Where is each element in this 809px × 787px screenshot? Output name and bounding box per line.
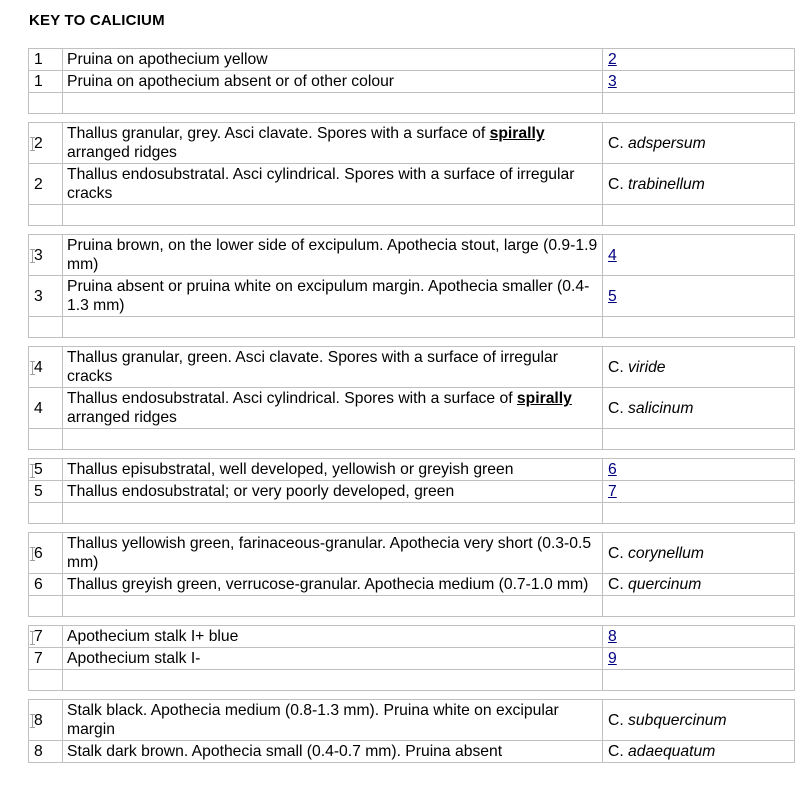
emphasized-term: spirally xyxy=(489,125,545,142)
key-row xyxy=(29,123,795,164)
page-title: KEY TO CALICIUM xyxy=(29,12,165,29)
result-cell xyxy=(603,459,795,481)
description-text: Thallus yellowish green, farinaceous-granular. Apothecia very short (0.3-0.5 mm) xyxy=(67,535,592,571)
result-cell xyxy=(603,648,795,670)
separator-row xyxy=(29,429,795,450)
species-epithet: adaequatum xyxy=(628,743,716,760)
separator-row xyxy=(29,670,795,691)
bookmark-icon xyxy=(30,361,35,375)
goto-couplet-2-link[interactable]: 2 xyxy=(608,51,617,68)
description-cell xyxy=(63,123,603,164)
couplet-number-cell xyxy=(29,741,63,763)
bookmark-icon xyxy=(30,464,35,478)
bookmark-icon xyxy=(30,547,35,561)
species-epithet: quercinum xyxy=(628,576,702,593)
result-cell xyxy=(603,626,795,648)
empty-cell xyxy=(29,596,63,617)
species-genus-abbrev: C. xyxy=(608,576,624,593)
description-text: Thallus granular, grey. Asci clavate. Spores with a surface of xyxy=(67,125,490,142)
key-row xyxy=(29,235,795,276)
result-cell xyxy=(603,574,795,596)
result-cell xyxy=(603,481,795,503)
couplet-number-cell xyxy=(29,481,63,503)
couplet-number: 4 xyxy=(34,358,43,376)
result-cell xyxy=(603,276,795,317)
bookmark-icon xyxy=(30,137,35,151)
description-cell xyxy=(63,459,603,481)
description-cell xyxy=(63,276,603,317)
couplet-number: 2 xyxy=(34,175,43,193)
empty-cell xyxy=(63,93,603,114)
key-section-3 xyxy=(28,234,795,338)
species-epithet: viride xyxy=(628,358,666,376)
key-section-1 xyxy=(28,48,795,114)
description-cell xyxy=(63,164,603,205)
result-cell xyxy=(603,71,795,93)
description-cell xyxy=(63,626,603,648)
couplet-number-cell xyxy=(29,123,63,164)
species-epithet: subquercinum xyxy=(628,711,727,729)
key-sections xyxy=(28,48,795,763)
description-cell xyxy=(63,574,603,596)
result-cell xyxy=(603,123,795,164)
couplet-number: 1 xyxy=(34,73,43,90)
description-text: arranged ridges xyxy=(67,144,177,161)
empty-cell xyxy=(603,429,795,450)
description-text: Thallus endosubstratal. Asci cylindrical. Spores with a surface of irregular cracks xyxy=(67,166,575,202)
couplet-number: 1 xyxy=(34,51,43,68)
goto-couplet-7-link[interactable]: 7 xyxy=(608,483,617,500)
empty-cell xyxy=(29,503,63,524)
empty-cell xyxy=(603,205,795,226)
goto-couplet-4-link[interactable]: 4 xyxy=(608,246,617,264)
result-cell xyxy=(603,164,795,205)
empty-cell xyxy=(29,429,63,450)
species-epithet: trabinellum xyxy=(628,175,705,193)
empty-cell xyxy=(63,429,603,450)
key-row xyxy=(29,741,795,763)
separator-row xyxy=(29,205,795,226)
empty-cell xyxy=(63,670,603,691)
description-cell xyxy=(63,533,603,574)
couplet-number: 2 xyxy=(34,134,43,152)
description-text: Thallus endosubstratal; or very poorly developed, green xyxy=(67,483,455,500)
species-genus-abbrev: C. xyxy=(608,175,624,193)
goto-couplet-9-link[interactable]: 9 xyxy=(608,650,617,667)
key-row xyxy=(29,626,795,648)
key-row xyxy=(29,481,795,503)
result-cell xyxy=(603,347,795,388)
result-cell xyxy=(603,741,795,763)
description-cell xyxy=(63,235,603,276)
separator-row xyxy=(29,93,795,114)
key-section-5 xyxy=(28,458,795,524)
separator-row xyxy=(29,596,795,617)
key-row xyxy=(29,700,795,741)
key-row xyxy=(29,459,795,481)
description-cell xyxy=(63,388,603,429)
key-section-7 xyxy=(28,625,795,691)
species-epithet: adspersum xyxy=(628,134,706,152)
result-cell xyxy=(603,533,795,574)
couplet-number: 5 xyxy=(34,483,43,500)
description-text: Thallus granular, green. Asci clavate. Spores with a surface of irregular cracks xyxy=(67,349,558,385)
description-cell xyxy=(63,481,603,503)
key-row xyxy=(29,388,795,429)
couplet-number-cell xyxy=(29,49,63,71)
key-row xyxy=(29,49,795,71)
couplet-number-cell xyxy=(29,648,63,670)
couplet-number: 6 xyxy=(34,576,43,593)
description-text: Stalk black. Apothecia medium (0.8-1.3 mm). Pruina white on excipular margin xyxy=(67,702,559,738)
goto-couplet-8-link[interactable]: 8 xyxy=(608,628,617,645)
key-row xyxy=(29,347,795,388)
couplet-number: 5 xyxy=(34,461,43,478)
key-row xyxy=(29,71,795,93)
species-genus-abbrev: C. xyxy=(608,711,624,729)
couplet-number-cell xyxy=(29,235,63,276)
description-text: Apothecium stalk I- xyxy=(67,650,201,667)
species-epithet: salicinum xyxy=(628,399,694,417)
description-text: Pruina on apothecium absent or of other colour xyxy=(67,73,395,90)
species-genus-abbrev: C. xyxy=(608,358,624,376)
key-section-2 xyxy=(28,122,795,226)
emphasized-term: spirally xyxy=(516,390,572,407)
description-text: Pruina absent or pruina white on excipulum margin. Apothecia smaller (0.4-1.3 mm) xyxy=(67,278,590,314)
empty-cell xyxy=(603,503,795,524)
couplet-number-cell xyxy=(29,533,63,574)
description-text: Pruina on apothecium yellow xyxy=(67,51,268,68)
couplet-number-cell xyxy=(29,347,63,388)
key-row xyxy=(29,574,795,596)
key-row xyxy=(29,276,795,317)
empty-cell xyxy=(603,317,795,338)
empty-cell xyxy=(63,205,603,226)
bookmark-icon xyxy=(30,631,35,645)
species-genus-abbrev: C. xyxy=(608,544,624,562)
description-text: Thallus greyish green, verrucose-granular. Apothecia medium (0.7-1.0 mm) xyxy=(67,576,589,593)
bookmark-icon xyxy=(30,249,35,263)
species-epithet: corynellum xyxy=(628,544,704,562)
species-genus-abbrev: C. xyxy=(608,399,624,417)
couplet-number: 7 xyxy=(34,650,43,667)
couplet-number: 3 xyxy=(34,246,43,264)
couplet-number: 6 xyxy=(34,544,43,562)
couplet-number: 3 xyxy=(34,287,43,305)
species-genus-abbrev: C. xyxy=(608,134,624,152)
couplet-number: 8 xyxy=(34,743,43,760)
goto-couplet-5-link[interactable]: 5 xyxy=(608,287,617,305)
key-section-8 xyxy=(28,699,795,763)
empty-cell xyxy=(63,317,603,338)
description-text: Pruina brown, on the lower side of excipulum. Apothecia stout, large (0.9-1.9 mm) xyxy=(67,237,598,273)
description-cell xyxy=(63,700,603,741)
result-cell xyxy=(603,49,795,71)
key-row xyxy=(29,164,795,205)
description-text: arranged ridges xyxy=(67,409,177,426)
couplet-number-cell xyxy=(29,574,63,596)
couplet-number: 7 xyxy=(34,628,43,645)
empty-cell xyxy=(603,670,795,691)
empty-cell xyxy=(29,317,63,338)
empty-cell xyxy=(63,596,603,617)
description-text: Stalk dark brown. Apothecia small (0.4-0.7 mm). Pruina absent xyxy=(67,743,503,760)
result-cell xyxy=(603,388,795,429)
key-section-4 xyxy=(28,346,795,450)
result-cell xyxy=(603,700,795,741)
empty-cell xyxy=(29,205,63,226)
description-cell xyxy=(63,741,603,763)
empty-cell xyxy=(29,93,63,114)
goto-couplet-3-link[interactable]: 3 xyxy=(608,73,617,90)
empty-cell xyxy=(63,503,603,524)
separator-row xyxy=(29,503,795,524)
key-row xyxy=(29,533,795,574)
couplet-number-cell xyxy=(29,459,63,481)
bookmark-icon xyxy=(30,714,35,728)
key-row xyxy=(29,648,795,670)
couplet-number: 4 xyxy=(34,399,43,417)
couplet-number: 8 xyxy=(34,711,43,729)
couplet-number-cell xyxy=(29,388,63,429)
description-cell xyxy=(63,71,603,93)
couplet-number-cell xyxy=(29,71,63,93)
empty-cell xyxy=(603,93,795,114)
separator-row xyxy=(29,317,795,338)
species-genus-abbrev: C. xyxy=(608,743,624,760)
goto-couplet-6-link[interactable]: 6 xyxy=(608,461,617,478)
description-cell xyxy=(63,648,603,670)
couplet-number-cell xyxy=(29,626,63,648)
empty-cell xyxy=(603,596,795,617)
result-cell xyxy=(603,235,795,276)
couplet-number-cell xyxy=(29,164,63,205)
description-cell xyxy=(63,347,603,388)
description-cell xyxy=(63,49,603,71)
key-section-6 xyxy=(28,532,795,617)
description-text: Thallus endosubstratal. Asci cylindrical. Spores with a surface of xyxy=(67,390,517,407)
couplet-number-cell xyxy=(29,276,63,317)
empty-cell xyxy=(29,670,63,691)
description-text: Thallus episubstratal, well developed, yellowish or greyish green xyxy=(67,461,514,478)
couplet-number-cell xyxy=(29,700,63,741)
description-text: Apothecium stalk I+ blue xyxy=(67,628,239,645)
